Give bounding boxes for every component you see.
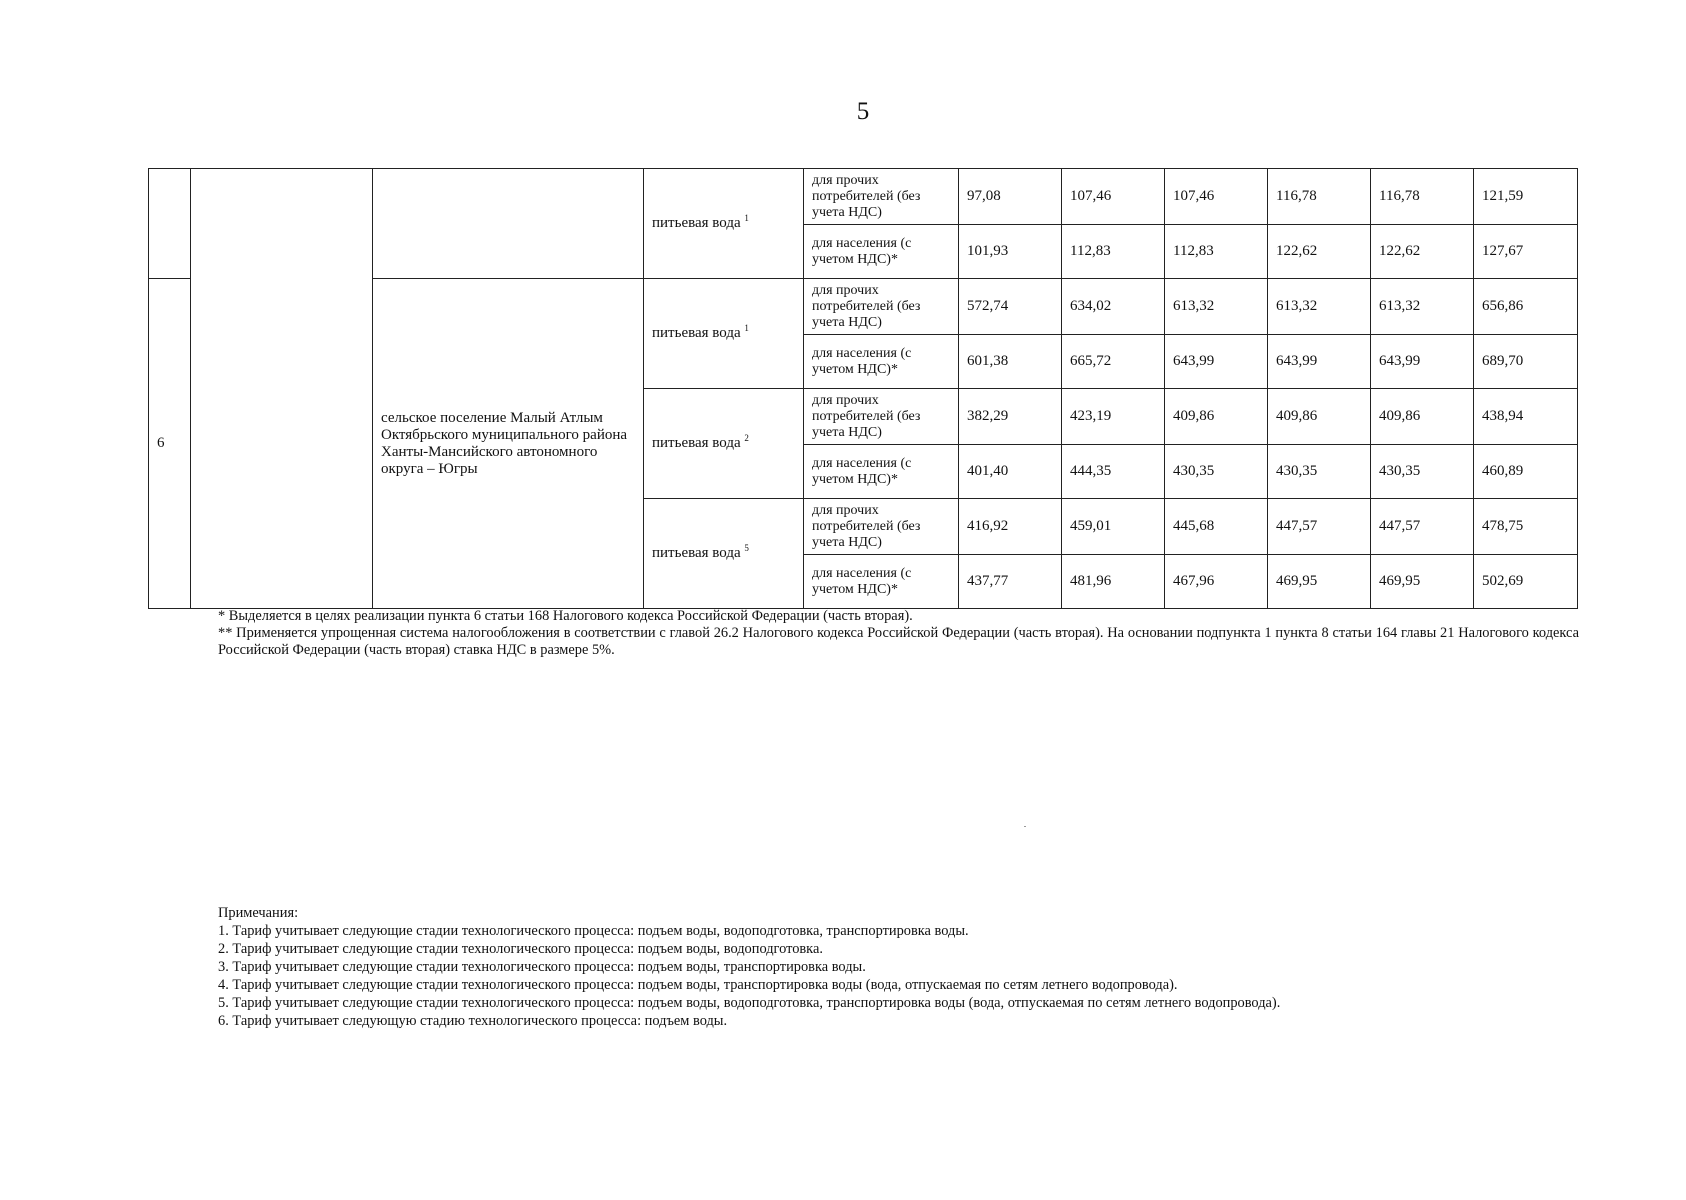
value-cell: 634,02: [1062, 279, 1165, 335]
tariff-table: [148, 168, 1578, 609]
value-cell: 101,93: [959, 225, 1062, 279]
table-row: [149, 169, 1578, 225]
value-cell: 643,99: [1371, 335, 1474, 389]
value-cell: 643,99: [1165, 335, 1268, 389]
value-cell: 382,29: [959, 389, 1062, 445]
water-type-cell: питьевая вода $^1$: [644, 169, 804, 279]
value-cell: 502,69: [1474, 555, 1578, 609]
value-cell: 409,86: [1268, 389, 1371, 445]
page-number: 5: [856, 98, 870, 125]
value-cell: 656,86: [1474, 279, 1578, 335]
value-cell: 613,32: [1268, 279, 1371, 335]
value-cell: 430,35: [1371, 445, 1474, 499]
water-type-cell: питьевая вода $^1$: [644, 279, 804, 389]
value-cell: 460,89: [1474, 445, 1578, 499]
value-cell: 481,96: [1062, 555, 1165, 609]
value-cell: 127,67: [1474, 225, 1578, 279]
notes-heading: Примечания:: [218, 905, 299, 921]
value-cell: 97,08: [959, 169, 1062, 225]
footnote-vat: * Выделяется в целях реализации пункта 6 статьи 168 Налогового кодекса Российской Федерации (часть вторая).: [218, 608, 913, 624]
note-item: 1. Тариф учитывает следующие стадии технологического процесса: подъем воды, водоподготовка, транспортировка воды.: [218, 923, 969, 939]
value-cell: 438,94: [1474, 389, 1578, 445]
row-number-cell-empty: [149, 169, 191, 279]
blank-cell: [191, 169, 373, 609]
value-cell: 613,32: [1371, 279, 1474, 335]
water-type-cell: питьевая вода $^2$: [644, 389, 804, 499]
value-cell: 665,72: [1062, 335, 1165, 389]
value-cell: 469,95: [1371, 555, 1474, 609]
value-cell: 447,57: [1371, 499, 1474, 555]
note-item: 4. Тариф учитывает следующие стадии технологического процесса: подъем воды, транспортировка воды (вода, отпускаемая по сетям летнего водопровода).: [218, 977, 1178, 993]
note-item: 2. Тариф учитывает следующие стадии технологического процесса: подъем воды, водоподготовка.: [218, 941, 823, 957]
value-cell: 478,75: [1474, 499, 1578, 555]
value-cell: 107,46: [1165, 169, 1268, 225]
value-cell: 447,57: [1268, 499, 1371, 555]
value-cell: 437,77: [959, 555, 1062, 609]
value-cell: 430,35: [1268, 445, 1371, 499]
value-cell: 469,95: [1268, 555, 1371, 609]
value-cell: 409,86: [1165, 389, 1268, 445]
value-cell: 423,19: [1062, 389, 1165, 445]
value-cell: 122,62: [1371, 225, 1474, 279]
value-cell: 444,35: [1062, 445, 1165, 499]
category-cell: для населения (с учетом НДС)*: [804, 555, 959, 609]
category-cell: для прочих потребителей (без учета НДС): [804, 389, 959, 445]
footnote-simplified-tax: ** Применяется упрощенная система налогообложения в соответствии с главой 26.2 Налогового кодекса Российской Федерации (часть вторая). На основании подпункта 1 пункта 8 статьи 164 главы 21 Налогового кодекса Российской Федерации (часть вторая) ставка НДС в размере 5%.: [218, 625, 1579, 658]
scan-artifact: [1024, 826, 1026, 827]
footnotes: [158, 608, 1579, 659]
note-item: 5. Тариф учитывает следующие стадии технологического процесса: подъем воды, водоподготовка, транспортировка воды (вода, отпускаемая по сетям летнего водопровода).: [218, 995, 1281, 1011]
value-cell: 601,38: [959, 335, 1062, 389]
value-cell: 401,40: [959, 445, 1062, 499]
category-cell: для прочих потребителей (без учета НДС): [804, 169, 959, 225]
value-cell: 689,70: [1474, 335, 1578, 389]
category-cell: для населения (с учетом НДС)*: [804, 335, 959, 389]
category-cell: для населения (с учетом НДС)*: [804, 225, 959, 279]
value-cell: 121,59: [1474, 169, 1578, 225]
water-type-cell: питьевая вода $^5$: [644, 499, 804, 609]
value-cell: 112,83: [1062, 225, 1165, 279]
value-cell: 459,01: [1062, 499, 1165, 555]
value-cell: 445,68: [1165, 499, 1268, 555]
note-item: 6. Тариф учитывает следующую стадию технологического процесса: подъем воды.: [218, 1013, 728, 1029]
category-cell: для населения (с учетом НДС)*: [804, 445, 959, 499]
value-cell: 613,32: [1165, 279, 1268, 335]
value-cell: 116,78: [1268, 169, 1371, 225]
value-cell: 409,86: [1371, 389, 1474, 445]
category-cell: для прочих потребителей (без учета НДС): [804, 499, 959, 555]
value-cell: 107,46: [1062, 169, 1165, 225]
blank-settlement-cell: [373, 169, 644, 279]
value-cell: 122,62: [1268, 225, 1371, 279]
row-number-cell: 6: [149, 279, 191, 609]
value-cell: 572,74: [959, 279, 1062, 335]
value-cell: 112,83: [1165, 225, 1268, 279]
value-cell: 467,96: [1165, 555, 1268, 609]
value-cell: 116,78: [1371, 169, 1474, 225]
value-cell: 416,92: [959, 499, 1062, 555]
notes-section: [218, 904, 1518, 1030]
value-cell: 643,99: [1268, 335, 1371, 389]
value-cell: 430,35: [1165, 445, 1268, 499]
note-item: 3. Тариф учитывает следующие стадии технологического процесса: подъем воды, транспортировка воды.: [218, 959, 866, 975]
category-cell: для прочих потребителей (без учета НДС): [804, 279, 959, 335]
settlement-name-cell: сельское поселение Малый Атлым Октябрьского муниципального района Ханты-Мансийского автономного округа – Югры: [373, 279, 644, 609]
